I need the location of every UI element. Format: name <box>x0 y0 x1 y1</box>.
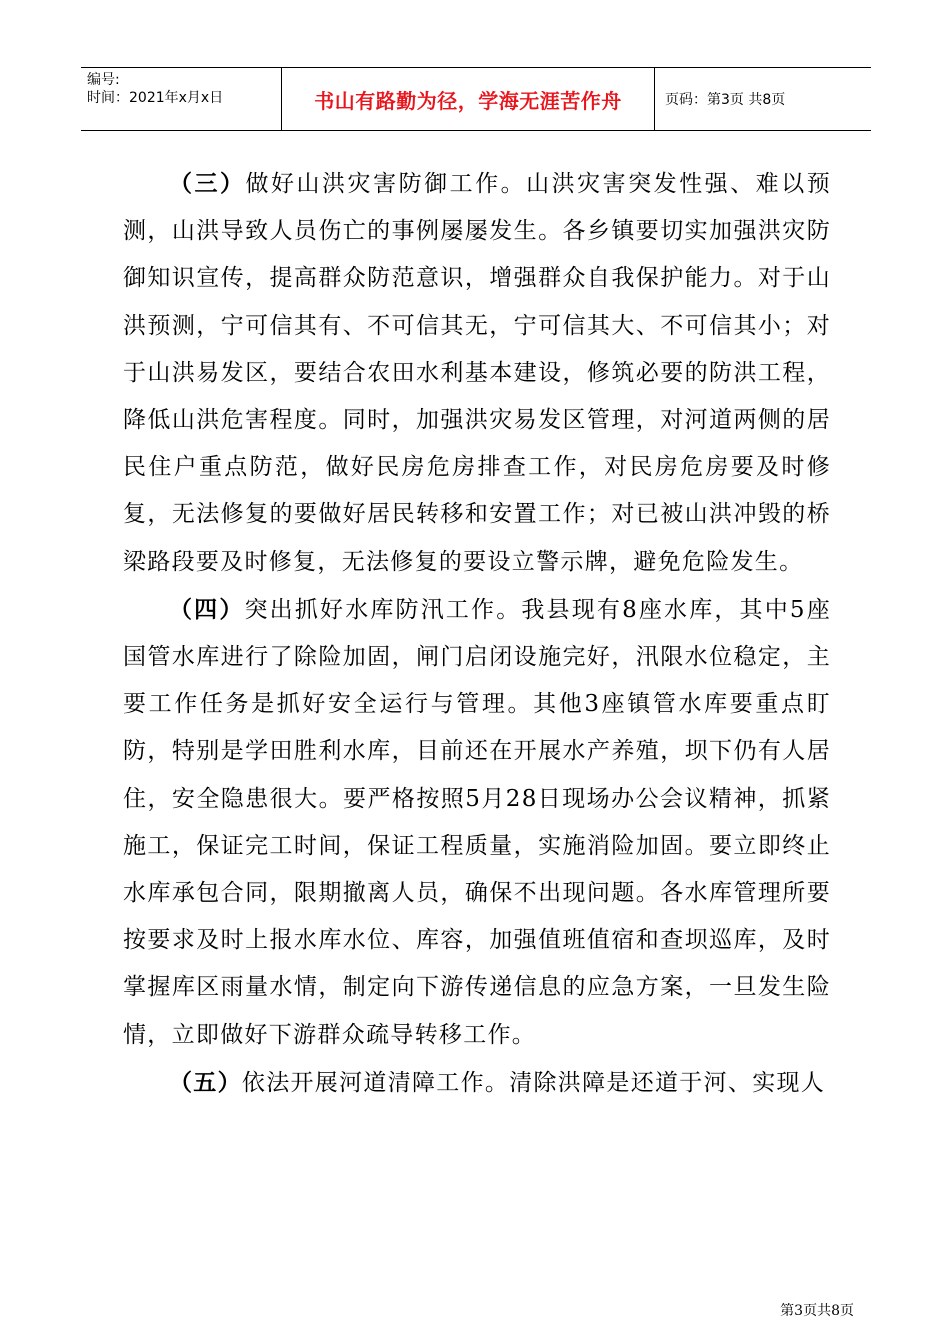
paragraph-section-5 <box>123 1059 831 1107</box>
paragraph-section-3 <box>123 160 831 586</box>
document-number-label: 编号: <box>87 72 120 88</box>
page-header <box>81 67 871 131</box>
page-footer: 第3页共8页 <box>780 1303 854 1319</box>
document-body <box>123 160 831 1107</box>
paragraph-text: 突出抓好水库防汛工作。我县现有8座水库，其中5座国管水库进行了除险加固，闸门启闭设施完好，汛限水位稳定，主要工作任务是抓好安全运行与管理。其他3座镇管水库要重点盯防，特别是学田胜利水库，目前还在开展水产养殖，坝下仍有人居住，安全隐患很大。要严格按照5月28日现场办公会议精神，抓紧施工，保证完工时间，保证工程质量，实施消险加固。要立即终止水库承包合同，限期撤离人员，确保不出现问题。各水库管理所要按要求及时上报水库水位、库容，加强值班值宿和查坝巡库，及时掌握库区雨量水情，制定向下游传递信息的应急方案，一旦发生险情，立即做好下游群众疏导转移工作。 <box>123 596 831 1048</box>
section-number: （五） <box>169 1068 242 1096</box>
document-time: 时间：2021年x月x日 <box>87 90 224 106</box>
section-number: （三） <box>169 170 246 197</box>
header-motto: 书山有路勤为径，学海无涯苦作舟 <box>282 68 655 130</box>
paragraph-section-4 <box>123 586 831 1059</box>
section-number: （四） <box>169 595 245 623</box>
paragraph-text: 依法开展河道清障工作。清除洪障是还道于河、实现人 <box>241 1069 826 1096</box>
header-meta <box>81 68 282 130</box>
paragraph-text: 做好山洪灾害防御工作。山洪灾害突发性强、难以预测，山洪导致人员伤亡的事例屡屡发生。各乡镇要切实加强洪灾防御知识宣传，提高群众防范意识，增强群众自我保护能力。对于山洪预测，宁可信其有、不可信其无，宁可信其大、不可信其小；对于山洪易发区，要结合农田水利基本建设，修筑必要的防洪工程，降低山洪危害程度。同时，加强洪灾易发区管理，对河道两侧的居民住户重点防范，做好民房危房排查工作，对民房危房要及时修复，无法修复的要做好居民转移和安置工作；对已被山洪冲毁的桥梁路段要及时修复，无法修复的要设立警示牌，避免危险发生。 <box>123 171 831 575</box>
header-page-code: 页码：第3页 共8页 <box>665 92 786 108</box>
